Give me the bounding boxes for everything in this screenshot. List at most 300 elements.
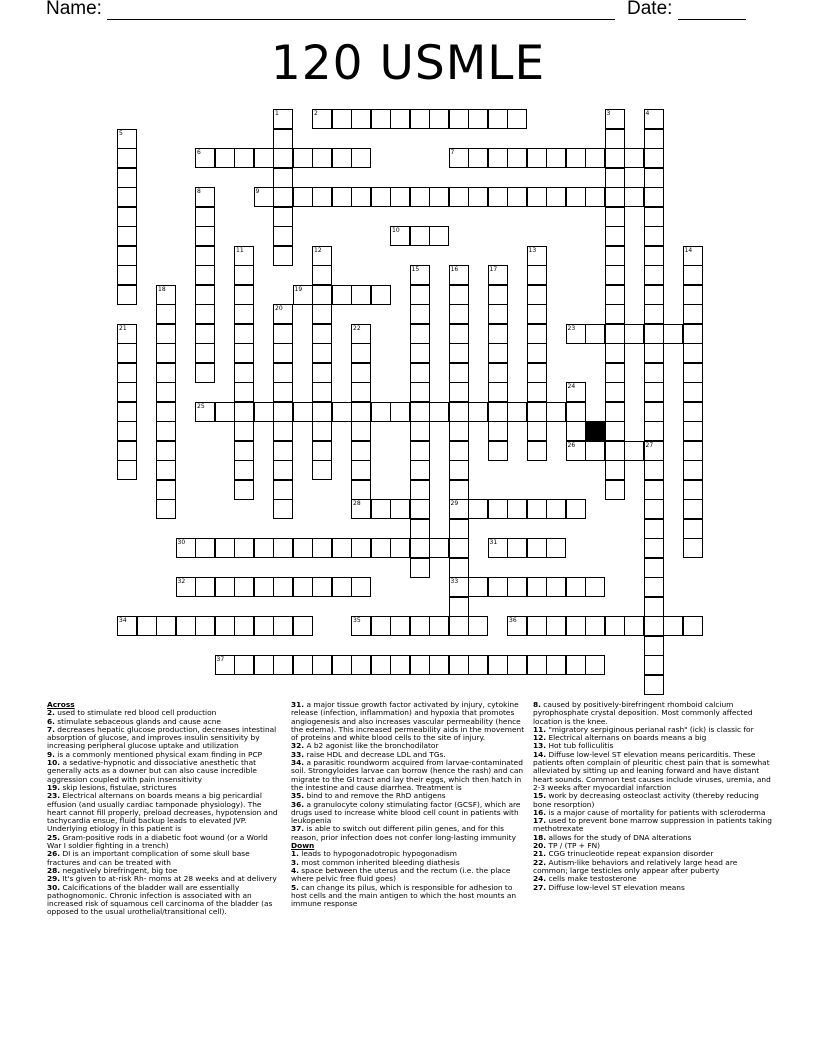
grid-cell[interactable] [195,538,215,558]
grid-cell[interactable] [371,499,391,519]
grid-cell[interactable] [449,480,469,500]
grid-cell[interactable] [390,226,410,246]
grid-cell[interactable] [683,382,703,402]
grid-cell[interactable] [644,538,664,558]
grid-cell[interactable] [215,148,235,168]
grid-cell[interactable] [234,343,254,363]
grid-cell[interactable] [488,402,508,422]
grid-cell[interactable] [273,382,293,402]
grid-cell[interactable] [312,148,332,168]
grid-cell[interactable] [605,265,625,285]
grid-cell[interactable] [449,538,469,558]
grid-cell[interactable] [273,207,293,227]
grid-cell[interactable] [273,226,293,246]
grid-cell[interactable] [488,285,508,305]
grid-cell[interactable] [273,499,293,519]
grid-cell[interactable] [605,324,625,344]
grid-cell[interactable] [605,343,625,363]
grid-cell[interactable] [527,441,547,461]
grid-cell[interactable] [527,246,547,266]
grid-cell[interactable] [644,226,664,246]
grid-cell[interactable] [410,499,430,519]
grid-cell[interactable] [507,577,527,597]
grid-cell[interactable] [449,597,469,617]
grid-cell[interactable] [644,655,664,675]
grid-cell[interactable] [605,285,625,305]
grid-cell[interactable] [468,616,488,636]
grid-cell[interactable] [683,402,703,422]
grid-cell[interactable] [507,148,527,168]
grid-cell[interactable] [351,363,371,383]
grid-cell[interactable] [449,304,469,324]
grid-cell[interactable] [585,148,605,168]
grid-cell[interactable] [312,538,332,558]
grid-cell[interactable] [605,480,625,500]
grid-cell[interactable] [410,421,430,441]
grid-cell[interactable] [234,148,254,168]
grid-cell[interactable] [605,460,625,480]
grid-cell[interactable] [390,187,410,207]
grid-cell[interactable] [410,324,430,344]
grid-cell[interactable] [644,168,664,188]
grid-cell[interactable] [527,402,547,422]
grid-cell[interactable] [312,441,332,461]
grid-cell[interactable] [605,168,625,188]
grid-cell[interactable] [117,148,137,168]
grid-cell[interactable] [371,616,391,636]
grid-cell[interactable] [293,402,313,422]
grid-cell[interactable] [390,655,410,675]
grid-cell[interactable] [273,148,293,168]
grid-cell[interactable] [566,382,586,402]
grid-cell[interactable] [332,655,352,675]
grid-cell[interactable] [683,246,703,266]
grid-cell[interactable] [351,616,371,636]
grid-cell[interactable] [234,304,254,324]
grid-cell[interactable] [117,129,137,149]
grid-cell[interactable] [605,304,625,324]
grid-cell[interactable] [273,421,293,441]
grid-cell[interactable] [293,616,313,636]
grid-cell[interactable] [410,187,430,207]
grid-cell[interactable] [488,109,508,129]
grid-cell[interactable] [429,616,449,636]
grid-cell[interactable] [117,226,137,246]
grid-cell[interactable] [527,577,547,597]
grid-cell[interactable] [468,577,488,597]
grid-cell[interactable] [468,187,488,207]
grid-cell[interactable] [410,441,430,461]
grid-cell[interactable] [683,265,703,285]
grid-cell[interactable] [468,655,488,675]
grid-cell[interactable] [195,285,215,305]
grid-cell[interactable] [488,499,508,519]
grid-cell[interactable] [449,382,469,402]
grid-cell[interactable] [449,441,469,461]
grid-cell[interactable] [488,304,508,324]
grid-cell[interactable] [273,187,293,207]
grid-cell[interactable] [234,480,254,500]
grid-cell[interactable] [683,519,703,539]
grid-cell[interactable] [234,363,254,383]
grid-cell[interactable] [546,402,566,422]
grid-cell[interactable] [312,577,332,597]
grid-cell[interactable] [449,148,469,168]
grid-cell[interactable] [117,265,137,285]
grid-cell[interactable] [371,187,391,207]
grid-cell[interactable] [117,382,137,402]
grid-cell[interactable] [293,187,313,207]
grid-cell[interactable] [156,382,176,402]
grid-cell[interactable] [488,343,508,363]
grid-cell[interactable] [683,616,703,636]
grid-cell[interactable] [351,187,371,207]
grid-cell[interactable] [351,324,371,344]
grid-cell[interactable] [624,187,644,207]
grid-cell[interactable] [117,402,137,422]
grid-cell[interactable] [449,285,469,305]
grid-cell[interactable] [449,460,469,480]
grid-cell[interactable] [585,577,605,597]
grid-cell[interactable] [605,246,625,266]
grid-cell[interactable] [156,499,176,519]
grid-cell[interactable] [351,480,371,500]
grid-cell[interactable] [566,148,586,168]
grid-cell[interactable] [507,499,527,519]
grid-cell[interactable] [507,109,527,129]
grid-cell[interactable] [273,577,293,597]
grid-cell[interactable] [644,187,664,207]
grid-cell[interactable] [410,382,430,402]
grid-cell[interactable] [605,129,625,149]
grid-cell[interactable] [683,538,703,558]
grid-cell[interactable] [507,655,527,675]
grid-cell[interactable] [546,577,566,597]
grid-cell[interactable] [468,148,488,168]
grid-cell[interactable] [644,441,664,461]
grid-cell[interactable] [449,402,469,422]
grid-cell[interactable] [117,421,137,441]
grid-cell[interactable] [117,168,137,188]
grid-cell[interactable] [195,187,215,207]
grid-cell[interactable] [312,363,332,383]
grid-cell[interactable] [449,655,469,675]
grid-cell[interactable] [332,577,352,597]
grid-cell[interactable] [195,148,215,168]
grid-cell[interactable] [234,382,254,402]
grid-cell[interactable] [117,207,137,227]
grid-cell[interactable] [546,616,566,636]
grid-cell[interactable] [429,187,449,207]
grid-cell[interactable] [273,441,293,461]
grid-cell[interactable] [234,246,254,266]
grid-cell[interactable] [293,148,313,168]
grid-cell[interactable] [215,616,235,636]
grid-cell[interactable] [156,304,176,324]
grid-cell[interactable] [644,402,664,422]
grid-cell[interactable] [371,538,391,558]
grid-cell[interactable] [488,324,508,344]
grid-cell[interactable] [468,499,488,519]
grid-cell[interactable] [488,363,508,383]
grid-cell[interactable] [332,402,352,422]
grid-cell[interactable] [527,187,547,207]
grid-cell[interactable] [312,655,332,675]
grid-cell[interactable] [683,343,703,363]
grid-cell[interactable] [293,285,313,305]
grid-cell[interactable] [605,402,625,422]
grid-cell[interactable] [449,265,469,285]
grid-cell[interactable] [488,382,508,402]
grid-cell[interactable] [605,207,625,227]
grid-cell[interactable] [527,285,547,305]
grid-cell[interactable] [117,343,137,363]
grid-cell[interactable] [117,616,137,636]
grid-cell[interactable] [195,226,215,246]
grid-cell[interactable] [449,499,469,519]
grid-cell[interactable] [312,460,332,480]
grid-cell[interactable] [273,304,293,324]
grid-cell[interactable] [156,363,176,383]
grid-cell[interactable] [312,324,332,344]
grid-cell[interactable] [683,324,703,344]
grid-cell[interactable] [449,324,469,344]
grid-cell[interactable] [156,480,176,500]
grid-cell[interactable] [683,363,703,383]
grid-cell[interactable] [527,363,547,383]
grid-cell[interactable] [546,187,566,207]
grid-cell[interactable] [644,577,664,597]
grid-cell[interactable] [410,265,430,285]
grid-cell[interactable] [624,148,644,168]
grid-cell[interactable] [234,441,254,461]
grid-cell[interactable] [351,538,371,558]
grid-cell[interactable] [351,499,371,519]
grid-cell[interactable] [410,304,430,324]
grid-cell[interactable] [273,246,293,266]
grid-cell[interactable] [449,343,469,363]
grid-cell[interactable] [488,441,508,461]
grid-cell[interactable] [546,499,566,519]
grid-cell[interactable] [488,148,508,168]
grid-cell[interactable] [683,421,703,441]
grid-cell[interactable] [351,382,371,402]
grid-cell[interactable] [176,577,196,597]
grid-cell[interactable] [585,655,605,675]
grid-cell[interactable] [312,285,332,305]
grid-cell[interactable] [624,616,644,636]
grid-cell[interactable] [156,441,176,461]
grid-cell[interactable] [449,187,469,207]
grid-cell[interactable] [117,363,137,383]
grid-cell[interactable] [683,460,703,480]
grid-cell[interactable] [332,285,352,305]
grid-cell[interactable] [234,324,254,344]
grid-cell[interactable] [234,402,254,422]
grid-cell[interactable] [312,187,332,207]
grid-cell[interactable] [351,655,371,675]
grid-cell[interactable] [566,577,586,597]
grid-cell[interactable] [215,538,235,558]
grid-cell[interactable] [273,129,293,149]
grid-cell[interactable] [312,421,332,441]
grid-cell[interactable] [215,402,235,422]
grid-cell[interactable] [585,187,605,207]
grid-cell[interactable] [644,129,664,149]
grid-cell[interactable] [410,363,430,383]
grid-cell[interactable] [195,363,215,383]
grid-cell[interactable] [644,597,664,617]
grid-cell[interactable] [644,109,664,129]
grid-cell[interactable] [117,246,137,266]
grid-cell[interactable] [644,304,664,324]
grid-cell[interactable] [644,616,664,636]
grid-cell[interactable] [527,655,547,675]
grid-cell[interactable] [234,538,254,558]
grid-cell[interactable] [527,538,547,558]
grid-cell[interactable] [449,558,469,578]
grid-cell[interactable] [234,616,254,636]
grid-cell[interactable] [351,577,371,597]
grid-cell[interactable] [410,285,430,305]
grid-cell[interactable] [410,616,430,636]
grid-cell[interactable] [254,538,274,558]
grid-cell[interactable] [644,558,664,578]
grid-cell[interactable] [644,207,664,227]
grid-cell[interactable] [156,402,176,422]
grid-cell[interactable] [234,655,254,675]
grid-cell[interactable] [429,226,449,246]
grid-cell[interactable] [605,616,625,636]
grid-cell[interactable] [371,109,391,129]
grid-cell[interactable] [527,499,547,519]
grid-cell[interactable] [429,109,449,129]
grid-cell[interactable] [351,441,371,461]
grid-cell[interactable] [234,421,254,441]
grid-cell[interactable] [468,109,488,129]
grid-cell[interactable] [351,460,371,480]
grid-cell[interactable] [507,187,527,207]
grid-cell[interactable] [195,207,215,227]
grid-cell[interactable] [273,343,293,363]
grid-cell[interactable] [644,265,664,285]
grid-cell[interactable] [429,538,449,558]
grid-cell[interactable] [527,324,547,344]
grid-cell[interactable] [195,324,215,344]
grid-cell[interactable] [351,285,371,305]
grid-cell[interactable] [663,324,683,344]
grid-cell[interactable] [371,285,391,305]
grid-cell[interactable] [663,616,683,636]
grid-cell[interactable] [410,480,430,500]
grid-cell[interactable] [605,441,625,461]
grid-cell[interactable] [488,421,508,441]
grid-cell[interactable] [449,577,469,597]
grid-cell[interactable] [410,558,430,578]
grid-cell[interactable] [351,148,371,168]
grid-cell[interactable] [644,421,664,441]
grid-cell[interactable] [410,109,430,129]
grid-cell[interactable] [644,246,664,266]
grid-cell[interactable] [254,148,274,168]
grid-cell[interactable] [488,265,508,285]
grid-cell[interactable] [488,187,508,207]
grid-cell[interactable] [312,382,332,402]
grid-cell[interactable] [644,480,664,500]
grid-cell[interactable] [371,655,391,675]
grid-cell[interactable] [644,636,664,656]
grid-cell[interactable] [390,402,410,422]
grid-cell[interactable] [644,460,664,480]
grid-cell[interactable] [176,538,196,558]
grid-cell[interactable] [273,109,293,129]
grid-cell[interactable] [254,655,274,675]
grid-cell[interactable] [371,402,391,422]
grid-cell[interactable] [351,109,371,129]
grid-cell[interactable] [488,655,508,675]
grid-cell[interactable] [605,421,625,441]
grid-cell[interactable] [566,499,586,519]
grid-cell[interactable] [312,265,332,285]
grid-cell[interactable] [527,616,547,636]
grid-cell[interactable] [624,441,644,461]
grid-cell[interactable] [449,109,469,129]
grid-cell[interactable] [527,265,547,285]
grid-cell[interactable] [351,343,371,363]
grid-cell[interactable] [273,324,293,344]
grid-cell[interactable] [507,402,527,422]
grid-cell[interactable] [449,616,469,636]
grid-cell[interactable] [429,402,449,422]
grid-cell[interactable] [410,655,430,675]
grid-cell[interactable] [117,460,137,480]
grid-cell[interactable] [410,226,430,246]
grid-cell[interactable] [644,382,664,402]
grid-cell[interactable] [293,655,313,675]
grid-cell[interactable] [644,363,664,383]
grid-cell[interactable] [410,460,430,480]
grid-cell[interactable] [195,265,215,285]
grid-cell[interactable] [507,538,527,558]
grid-cell[interactable] [273,363,293,383]
grid-cell[interactable] [156,324,176,344]
grid-cell[interactable] [195,343,215,363]
grid-cell[interactable] [273,538,293,558]
grid-cell[interactable] [390,538,410,558]
grid-cell[interactable] [644,285,664,305]
grid-cell[interactable] [195,246,215,266]
grid-cell[interactable] [546,655,566,675]
grid-cell[interactable] [546,148,566,168]
grid-cell[interactable] [195,577,215,597]
grid-cell[interactable] [644,324,664,344]
grid-cell[interactable] [624,324,644,344]
grid-cell[interactable] [566,187,586,207]
grid-cell[interactable] [410,402,430,422]
grid-cell[interactable] [234,265,254,285]
grid-cell[interactable] [156,460,176,480]
grid-cell[interactable] [332,148,352,168]
grid-cell[interactable] [273,168,293,188]
grid-cell[interactable] [527,148,547,168]
grid-cell[interactable] [605,109,625,129]
grid-cell[interactable] [254,187,274,207]
grid-cell[interactable] [312,246,332,266]
grid-cell[interactable] [312,304,332,324]
grid-cell[interactable] [410,538,430,558]
grid-cell[interactable] [215,655,235,675]
grid-cell[interactable] [449,363,469,383]
